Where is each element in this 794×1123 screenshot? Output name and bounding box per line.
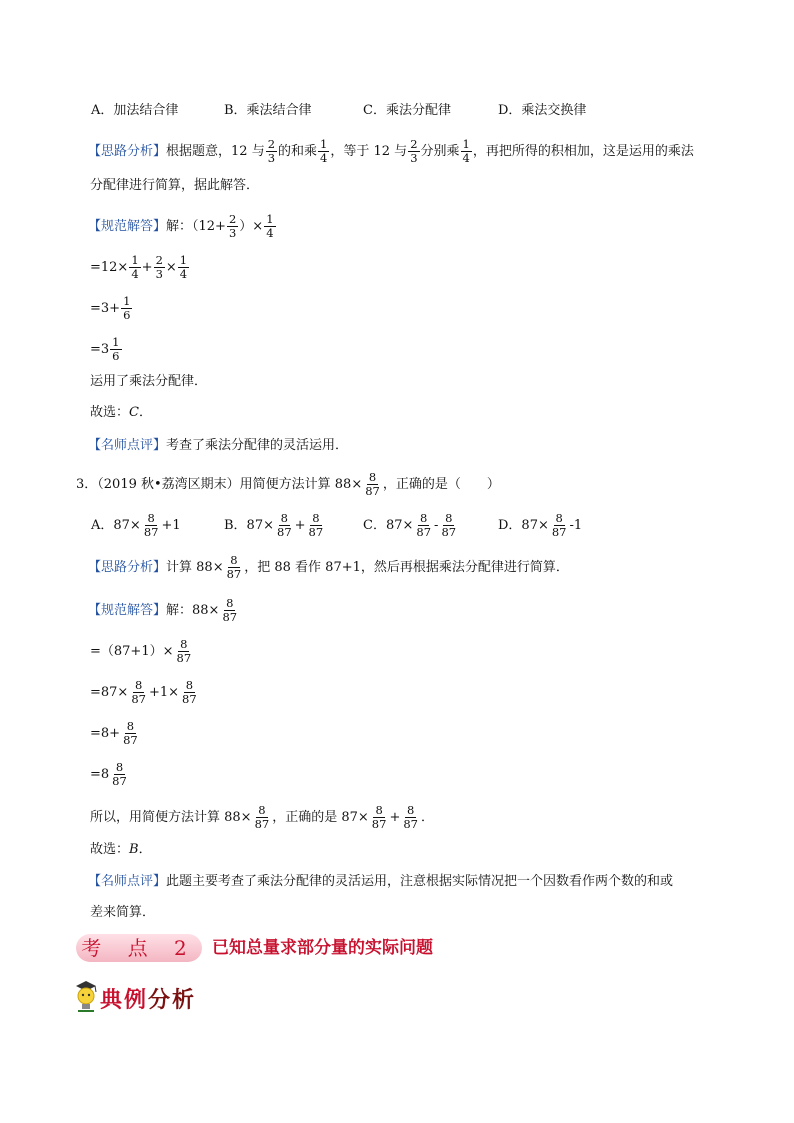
fraction: $\frac{8}{87}$ <box>112 760 127 788</box>
q3-option-a: A．87× $\frac{8}{87}$ +1 <box>91 511 181 539</box>
fraction: $\frac{1}{6}$ <box>123 294 131 322</box>
fraction: $\frac{8}{87}$ <box>182 678 197 706</box>
comment-tag: 【名师点评】 <box>88 874 167 889</box>
fraction: $\frac{8}{87}$ <box>277 511 292 539</box>
q3-option-c: C．87× $\frac{8}{87}$ - $\frac{8}{87}$ <box>363 511 457 539</box>
q2-answer: 故选：C． <box>90 405 152 420</box>
q2-analysis-line2: 分配律进行简算，据此解答． <box>90 178 260 193</box>
q3-stem: 3．（2019 秋•荔湾区期末）用简便方法计算 88× $\frac{8}{87}$ ，正确的是（ ） <box>76 470 500 498</box>
q3-conclusion: 所以，用简便方法计算 88× $\frac{8}{87}$ ，正确的是 87× $\frac{8}{87}$ + $\frac{8}{87}$ ． <box>90 803 434 831</box>
comment-tag: 【名师点评】 <box>88 438 167 453</box>
analysis-tag: 【思路分析】 <box>88 560 167 575</box>
q3-solution-step3: =87× $\frac{8}{87}$ +1× $\frac{8}{87}$ <box>90 678 197 706</box>
fraction: $\frac{8}{87}$ <box>176 637 192 665</box>
q2-option-b: B．乘法结合律 <box>224 103 312 118</box>
fraction: $\frac{1}{4}$ <box>320 137 328 165</box>
fraction: $\frac{8}{87}$ <box>123 719 138 747</box>
q3-option-b: B．87× $\frac{8}{87}$ + $\frac{8}{87}$ <box>224 511 324 539</box>
fraction: $\frac{2}{3}$ <box>228 212 237 240</box>
fraction: $\frac{2}{3}$ <box>267 137 276 165</box>
fraction: $\frac{8}{87}$ <box>131 678 146 706</box>
fraction: $\frac{8}{87}$ <box>143 511 159 539</box>
fraction: $\frac{8}{87}$ <box>403 803 418 831</box>
solution-tag: 【规范解答】 <box>88 219 167 234</box>
q3-comment-line2: 差来简算． <box>90 905 156 920</box>
q3-solution-line1: 【规范解答】解：88× $\frac{8}{87}$ <box>88 596 238 624</box>
fraction: $\frac{2}{3}$ <box>155 253 163 281</box>
section-badge: 考 点 2 <box>76 934 202 962</box>
q2-option-a: A．加法结合律 <box>91 103 179 118</box>
fraction: $\frac{1}{4}$ <box>179 253 188 281</box>
q2-solution-step2: =12× $\frac{1}{4}$ + $\frac{2}{3}$ × $\frac{1}{4}$ <box>90 253 188 281</box>
lightbulb-mascot-icon <box>72 980 100 1014</box>
example-analysis-heading: 典例分析 <box>100 987 197 1013</box>
q3-comment-line1: 【名师点评】此题主要考查了乘法分配律的灵活运用，注意根据实际情况把一个因数看作两个数的和或 <box>88 874 674 889</box>
q2-solution-step4: =3 $\frac{1}{6}$ <box>90 335 120 363</box>
q3-solution-step2: =（87+1）× $\frac{8}{87}$ <box>90 637 192 665</box>
fraction: $\frac{8}{87}$ <box>365 470 380 498</box>
q2-solution-note: 运用了乘法分配律． <box>90 374 208 389</box>
solution-tag: 【规范解答】 <box>88 603 167 618</box>
fraction: $\frac{8}{87}$ <box>222 596 238 624</box>
q3-solution-step4: =8+ $\frac{8}{87}$ <box>90 719 138 747</box>
fraction: $\frac{8}{87}$ <box>551 511 567 539</box>
q3-analysis: 【思路分析】计算 88× $\frac{8}{87}$ ，把 88 看作 87+1，然后再根据乘法分配律进行简算． <box>88 553 569 581</box>
q2-option-c: C．乘法分配律 <box>363 103 451 118</box>
q3-option-d: D．87× $\frac{8}{87}$ -1 <box>498 511 583 539</box>
fraction: $\frac{1}{6}$ <box>112 335 120 363</box>
fraction: $\frac{8}{87}$ <box>308 511 324 539</box>
q2-solution-line1: 【规范解答】解：（12+ $\frac{2}{3}$ ）× $\frac{1}{4}$ <box>88 212 274 240</box>
q3-solution-step5: =8 $\frac{8}{87}$ <box>90 760 127 788</box>
q2-solution-step3: =3+ $\frac{1}{6}$ <box>90 294 131 322</box>
fraction: $\frac{8}{87}$ <box>254 803 270 831</box>
q2-analysis-line1: 【思路分析】根据题意，12 与 $\frac{2}{3}$ 的和乘 $\frac{1}{4}$ ，等于 12 与 $\frac{2}{3}$ 分别乘 $\frac{1}{4}$ ，再把所得的积相加，这是运用的乘法 <box>88 137 694 165</box>
fraction: $\frac{1}{4}$ <box>266 212 274 240</box>
fraction: $\frac{8}{87}$ <box>226 553 242 581</box>
q2-option-d: D．乘法交换律 <box>498 103 587 118</box>
fraction: $\frac{1}{4}$ <box>462 137 470 165</box>
fraction: $\frac{2}{3}$ <box>410 137 418 165</box>
analysis-tag: 【思路分析】 <box>88 144 167 159</box>
fraction: $\frac{8}{87}$ <box>441 511 457 539</box>
q3-answer: 故选：B． <box>90 842 152 857</box>
fraction: $\frac{8}{87}$ <box>371 803 387 831</box>
fraction: $\frac{8}{87}$ <box>416 511 432 539</box>
q2-comment: 【名师点评】考查了乘法分配律的灵活运用． <box>88 438 349 453</box>
section-title: 已知总量求部分量的实际问题 <box>212 938 433 958</box>
fraction: $\frac{1}{4}$ <box>131 253 139 281</box>
